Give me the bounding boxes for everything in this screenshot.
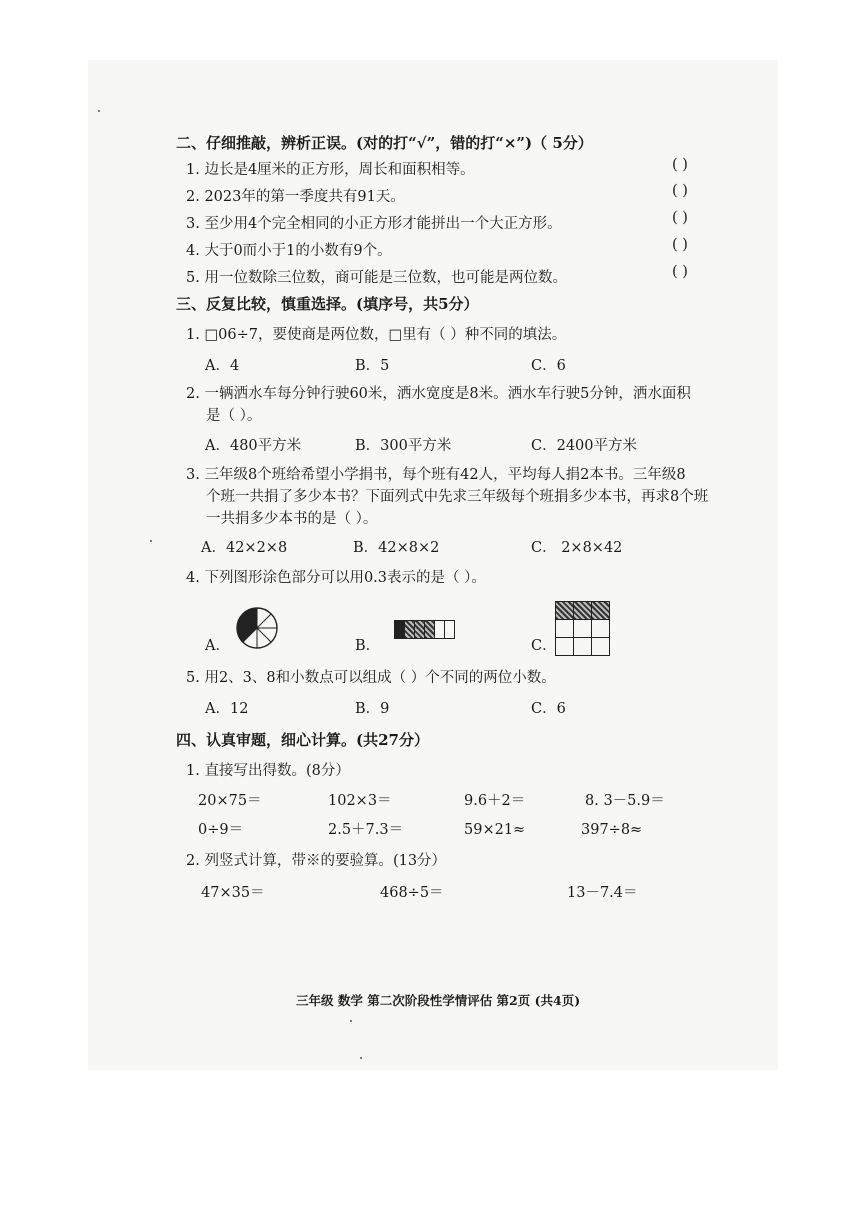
scan-speck <box>350 1020 352 1022</box>
shaded-sector <box>237 628 257 642</box>
calc-item: 20×75＝ <box>198 793 262 809</box>
sec3-q5-option-c: C．6 <box>531 701 566 717</box>
sec2-item-1: 1. 边长是4厘米的正方形，周长和面积相等。 <box>186 162 475 178</box>
grid-figure-c <box>555 601 610 656</box>
sec2-item-4: 4. 大于0而小于1的小数有9个。 <box>186 243 392 259</box>
row-figure-b <box>394 620 455 639</box>
sec3-q1-option-a: A．4 <box>205 358 240 374</box>
sec3-q4: 4. 下列图形涂色部分可以用0.3表示的是（ ）。 <box>186 570 486 586</box>
circle-figure-a <box>235 606 279 650</box>
sec3-q2-line1: 2. 一辆洒水车每分钟行驶60米，洒水宽度是8米。洒水车行驶5分钟，洒水面积 <box>186 386 691 402</box>
answer-paren-5[interactable]: ( ) <box>672 264 688 280</box>
answer-paren-1[interactable]: ( ) <box>672 157 688 173</box>
sec3-q1: 1. □06÷7，要使商是两位数，□里有（ ）种不同的填法。 <box>186 327 567 343</box>
vertical-calc-item: 468÷5＝ <box>380 885 444 901</box>
calc-item: 9.6＋2＝ <box>464 793 526 809</box>
sec3-q5: 5. 用2、3、8和小数点可以组成（ ）个不同的两位小数。 <box>186 670 556 686</box>
sec3-q3-option-b: B．42×8×2 <box>353 540 440 556</box>
sec2-item-5: 5. 用一位数除三位数，商可能是三位数，也可能是两位数。 <box>186 270 567 286</box>
section2-title: 二、仔细推敲，辨析正误。(对的打“√”，错的打“×”)（ 5分） <box>176 134 593 152</box>
sec4-part2-title: 2. 列竖式计算，带※的要验算。(13分） <box>186 853 447 869</box>
sec3-q1-option-c: C．6 <box>531 358 566 374</box>
answer-paren-4[interactable]: ( ) <box>672 237 688 253</box>
sec3-q2-option-c: C．2400平方米 <box>531 438 637 454</box>
vertical-calc-item: 13－7.4＝ <box>567 885 638 901</box>
section3-title: 三、反复比较，慎重选择。(填序号，共5分） <box>176 295 479 313</box>
sec3-q3-line2: 个班一共捐了多少本书？下面列式中先求三年级每个班捐多少本书，再求8个班 <box>206 489 709 505</box>
sec3-q5-option-a: A．12 <box>205 701 249 717</box>
sec3-q4-option-a: A． <box>205 638 230 654</box>
answer-paren-2[interactable]: ( ) <box>672 183 688 199</box>
calc-item: 2.5＋7.3＝ <box>328 822 404 838</box>
calc-item: 397÷8≈ <box>581 822 643 838</box>
page-footer: 三年级 数学 第二次阶段性学情评估 第2页 (共4页) <box>296 993 581 1008</box>
vertical-calc-item: 47×35＝ <box>201 885 265 901</box>
scan-speck <box>150 540 152 542</box>
sec2-item-3: 3. 至少用4个完全相同的小正方形才能拼出一个大正方形。 <box>186 216 562 232</box>
sec3-q4-option-b: B． <box>355 638 381 654</box>
calc-item: 102×3＝ <box>328 793 392 809</box>
sec3-q5-option-b: B．9 <box>355 701 390 717</box>
calc-item: 59×21≈ <box>464 822 526 838</box>
sec3-q3-line1: 3. 三年级8个班给希望小学捐书，每个班有42人，平均每人捐2本书。三年级8 <box>186 467 686 483</box>
sec2-item-2: 2. 2023年的第一季度共有91天。 <box>186 189 405 205</box>
sec3-q2-line2: 是（ ）。 <box>206 408 262 424</box>
section4-title: 四、认真审题，细心计算。(共27分） <box>176 731 429 749</box>
sec4-part1-title: 1. 直接写出得数。(8分） <box>186 763 350 779</box>
scan-speck <box>360 1057 362 1059</box>
sec3-q3-option-c: C． 2×8×42 <box>531 540 623 556</box>
calc-item: 0÷9＝ <box>198 822 244 838</box>
sec3-q2-option-b: B．300平方米 <box>355 438 452 454</box>
sec3-q4-option-c: C． <box>531 638 557 654</box>
sec3-q2-option-a: A．480平方米 <box>205 438 302 454</box>
answer-paren-3[interactable]: ( ) <box>672 210 688 226</box>
sec3-q3-line3: 一共捐多少本书的是（ ）。 <box>206 511 378 527</box>
scan-speck <box>98 110 100 112</box>
sec3-q3-option-a: A．42×2×8 <box>201 540 288 556</box>
calc-item: 8. 3－5.9＝ <box>585 793 665 809</box>
sec3-q1-option-b: B．5 <box>355 358 390 374</box>
